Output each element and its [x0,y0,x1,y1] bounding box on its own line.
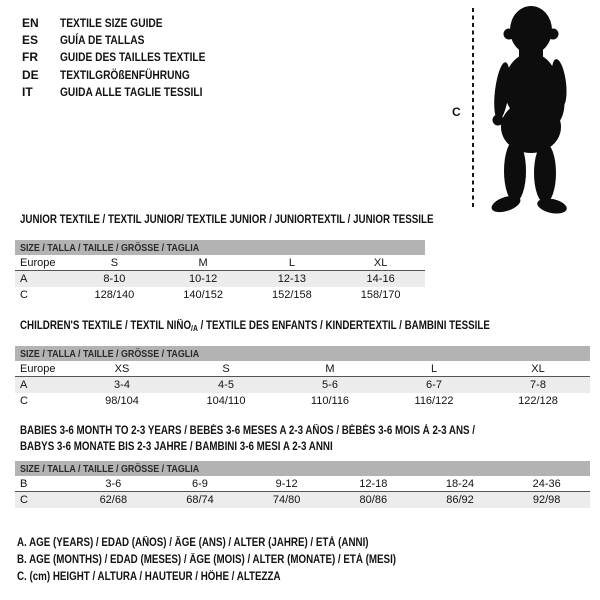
language-code: EN [22,15,39,30]
language-list [22,14,231,101]
row-label: Europe [20,256,56,269]
junior-table-title: JUNIOR TEXTILE / TEXTIL JUNIOR/ TEXTILE JUNIOR / JUNIORTEXTIL / JUNIOR TESSILE [20,214,434,226]
table-row: C 62/68 68/74 74/80 80/86 86/92 92/98 [15,492,590,508]
size-header-band: SIZE / TALLA / TAILLE / GRÖSSE / TAGLIA [15,240,425,255]
language-item-es [22,31,231,48]
row-label: B [20,477,28,490]
children-table-title: CHILDREN'S TEXTILE / TEXTIL $NIÑO_{/A}$ / TEXTILE DES ENFANTS / KINDERTEXTIL / BAMBINI TESSILE [20,320,490,333]
row-label: Europe [20,362,56,375]
language-label: TEXTILGRÖßENFÜHRUNG [60,67,190,82]
table-row: B 3-6 6-9 9-12 12-18 18-24 24-36 [15,476,590,492]
row-label: C [20,395,28,407]
language-code: ES [22,33,39,48]
footnote-c: C. (cm) HEIGHT / ALTURA / HAUTEUR / HÖHE / ALTEZZA [17,571,281,584]
table-row: A 8-10 10-12 12-13 14-16 [15,271,425,287]
language-label: GUIDE DES TAILLES TEXTILE [60,50,206,65]
footnotes [17,534,463,586]
row-label: A [20,273,28,285]
language-item-en [22,14,231,31]
language-label: TEXTILE SIZE GUIDE [60,15,163,30]
language-item-fr [22,49,231,66]
language-item-de [22,66,231,83]
language-code: DE [22,67,39,82]
table-row: Europe XS S M L XL [15,361,590,377]
footnote-a: A. AGE (YEARS) / EDAD (AÑOS) / ÂGE (ANS) / ALTER (JAHRE) / ETÀ (ANNI) [17,536,369,549]
row-label: C [20,494,28,506]
children-textile-table [15,346,590,409]
measure-c-label: C [452,105,461,119]
row-label: A [20,379,28,391]
language-item-it [22,84,231,101]
language-label: GUIDA ALLE TAGLIE TESSILI [60,85,203,100]
junior-textile-table [15,240,425,303]
babies-table-title: BABIES 3-6 MONTH TO 2-3 YEARS / BEBÉS 3-6 MESES A 2-3 AÑOS / BÉBÉS 3-6 MOIS À 2-3 ANS / BABYS 3-6 MONATE BIS 2-3 JAHRE / BAMBINI 3-6 MESI A 2-3 ANNI [20,425,476,453]
row-label: C [20,289,28,301]
footnote-b: B. AGE (MONTHS) / EDAD (MESES) / ÂGE (MOIS) / ALTER (MONATE) / ETÀ (MESI) [17,554,397,567]
babies-textile-table [15,461,590,508]
language-label: GUÍA DE TALLAS [60,33,145,48]
size-header-band: SIZE / TALLA / TAILLE / GRÖSSE / TAGLIA [15,461,590,476]
height-measure-dashed-line [472,8,474,207]
size-header-band: SIZE / TALLA / TAILLE / GRÖSSE / TAGLIA [15,346,590,361]
table-row: A 3-4 4-5 5-6 6-7 7-8 [15,377,590,393]
title-subscript: /A [191,324,198,333]
language-code: FR [22,50,38,65]
toddler-silhouette-icon [479,3,579,215]
language-code: IT [22,85,33,100]
table-row: C 98/104 104/110 110/116 116/122 122/128 [15,393,590,409]
table-row: C 128/140 140/152 152/158 158/170 [15,287,425,303]
table-row: Europe S M L XL [15,255,425,271]
